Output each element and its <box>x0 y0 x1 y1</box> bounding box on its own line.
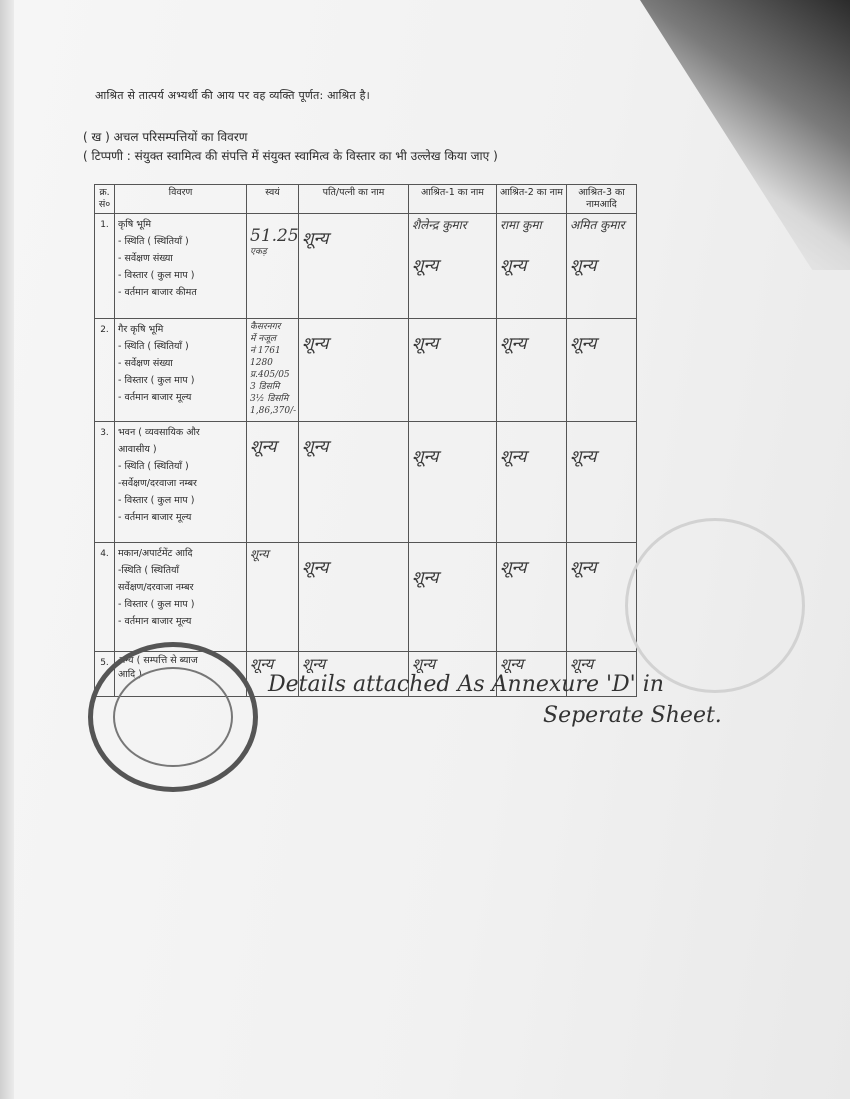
self-note-line: 1280 <box>250 358 273 368</box>
dependent-1-name: शैलेन्द्र कुमार <box>412 218 467 232</box>
spouse-cell <box>299 543 409 652</box>
desc-line: -स्थिति ( स्थितियाँ <box>118 565 179 576</box>
desc-line: - वर्तमान बाजार मूल्य <box>118 616 192 627</box>
header-dependent-1: आश्रित-1 का नाम <box>409 185 497 214</box>
row-serial: 1. <box>95 214 115 319</box>
dependent-3-cell <box>567 422 637 543</box>
self-note-line: कैसरनगर <box>250 322 281 332</box>
dependent-2-cell <box>497 543 567 652</box>
dependent-1-value: शून्य <box>412 256 439 276</box>
desc-line: - वर्तमान बाजार मूल्य <box>118 512 192 523</box>
dependent-2-cell <box>497 422 567 543</box>
self-note-line: प्र.405/05 <box>250 370 290 380</box>
desc-line: कृषि भूमि <box>118 219 152 230</box>
dependent-3-value: शून्य <box>570 447 597 467</box>
desc-line: - सर्वेक्षण संख्या <box>118 358 173 369</box>
self-note-line: 1,86,370/- <box>250 406 297 416</box>
spouse-cell <box>299 319 409 422</box>
self-note-line: में नजूल <box>250 334 277 344</box>
spouse-cell <box>299 422 409 543</box>
section-note: ( टिप्पणी : संयुक्त स्वामित्व की संपत्ति में संयुक्त स्वामित्व के विस्तार का भी उल्लेख किया जाए ) <box>83 149 498 163</box>
dependent-2-value: शून्य <box>500 655 524 673</box>
spouse-value: शून्य <box>302 558 329 578</box>
dependent-1-value: शून्य <box>412 568 439 588</box>
self-note-line: 3½ डिसमि <box>250 394 289 404</box>
self-cell <box>247 214 299 319</box>
desc-line: आवासीय ) <box>118 444 157 455</box>
spouse-cell <box>299 214 409 319</box>
desc-line: - विस्तार ( कुल माप ) <box>118 495 195 506</box>
dependent-2-value: शून्य <box>500 256 527 276</box>
row-description <box>115 543 247 652</box>
desc-line: - स्थिति ( स्थितियाँ ) <box>118 236 189 247</box>
row-serial: 4. <box>95 543 115 652</box>
self-value: शून्य <box>250 547 269 561</box>
desc-line: आदि ) <box>118 669 142 680</box>
desc-line: - स्थिति ( स्थितियाँ ) <box>118 461 189 472</box>
dependent-2-cell <box>497 319 567 422</box>
dependent-2-value: शून्य <box>500 334 527 354</box>
desc-line: गैर कृषि भूमि <box>118 324 164 335</box>
self-cell <box>247 422 299 543</box>
header-dependent-3: आश्रित-3 का नामआदि <box>567 185 637 214</box>
spouse-value: शून्य <box>302 437 329 457</box>
dependent-2-value: शून्य <box>500 447 527 467</box>
dependent-definition-text: आश्रित से तात्पर्य अभ्यर्थी की आय पर वह व्यक्ति पूर्णत: आश्रित है। <box>95 89 370 102</box>
dependent-1-value: शून्य <box>412 655 436 673</box>
self-value: शून्य <box>250 655 274 673</box>
dependent-3-cell <box>567 319 637 422</box>
desc-line: अन्य ( सम्पत्ति से ब्याज <box>118 655 198 666</box>
faint-seal-stamp <box>625 518 805 693</box>
desc-line: भवन ( व्यवसायिक और <box>118 427 200 438</box>
spouse-value: शून्य <box>302 334 329 354</box>
paper-stack-edge <box>0 0 14 1099</box>
dependent-3-value: शून्य <box>570 256 597 276</box>
dependent-3-value: शून्य <box>570 558 597 578</box>
desc-line: मकान/अपार्टमेंट आदि <box>118 548 193 559</box>
dependent-3-name: अमित कुमार <box>570 218 625 232</box>
self-value: 51.25 <box>250 226 299 246</box>
table-row <box>95 422 637 543</box>
dependent-1-cell <box>409 543 497 652</box>
immovable-assets-table <box>94 184 637 697</box>
header-dependent-2: आश्रित-2 का नाम <box>497 185 567 214</box>
self-cell <box>247 543 299 652</box>
official-seal-stamp <box>88 642 258 792</box>
desc-line: सर्वेक्षण/दरवाजा नम्बर <box>118 582 194 593</box>
desc-line: - वर्तमान बाजार कीमत <box>118 287 197 298</box>
desc-line: - सर्वेक्षण संख्या <box>118 253 173 264</box>
dependent-3-value: शून्य <box>570 655 594 673</box>
dependent-1-value: शून्य <box>412 447 439 467</box>
dependent-2-name: रामा कुमा <box>500 218 542 232</box>
annexure-note-line-1: Details attached As Annexure 'D' in <box>268 672 664 697</box>
handwritten-annexure-note <box>268 672 722 728</box>
header-description: विवरण <box>115 185 247 214</box>
desc-line: - स्थिति ( स्थितियाँ ) <box>118 341 189 352</box>
dependent-1-cell <box>409 422 497 543</box>
desc-line: - विस्तार ( कुल माप ) <box>118 599 195 610</box>
table-row <box>95 543 637 652</box>
dependent-3-value: शून्य <box>570 334 597 354</box>
self-unit: एकड़ <box>250 247 267 257</box>
section-heading: ( ख ) अचल परिसम्पत्तियों का विवरण <box>83 130 248 144</box>
row-serial: 3. <box>95 422 115 543</box>
self-value: शून्य <box>250 437 277 457</box>
annexure-note-line-2: Seperate Sheet. <box>543 703 722 728</box>
row-description <box>115 214 247 319</box>
self-cell <box>247 319 299 422</box>
dependent-3-cell <box>567 214 637 319</box>
spouse-value: शून्य <box>302 229 329 249</box>
row-description <box>115 319 247 422</box>
desc-line: -सर्वेक्षण/दरवाजा नम्बर <box>118 478 197 489</box>
dependent-1-cell <box>409 214 497 319</box>
row-description <box>115 422 247 543</box>
table-row <box>95 319 637 422</box>
dependent-2-value: शून्य <box>500 558 527 578</box>
dependent-1-cell <box>409 319 497 422</box>
self-note-line: 3 डिसमि <box>250 382 280 392</box>
dependent-2-cell <box>497 214 567 319</box>
desc-line: - विस्तार ( कुल माप ) <box>118 375 195 386</box>
header-spouse: पति/पत्नी का नाम <box>299 185 409 214</box>
row-serial: 2. <box>95 319 115 422</box>
desc-line: - वर्तमान बाजार मूल्य <box>118 392 192 403</box>
table-header-row <box>95 185 637 214</box>
desc-line: - विस्तार ( कुल माप ) <box>118 270 195 281</box>
spouse-value: शून्य <box>302 655 326 673</box>
row-serial: 5. <box>95 652 115 697</box>
self-note-line: नं 1761 <box>250 346 281 356</box>
dependent-1-value: शून्य <box>412 334 439 354</box>
table-row <box>95 214 637 319</box>
header-self: स्वयं <box>247 185 299 214</box>
header-serial: क्र. सं० <box>95 185 115 214</box>
